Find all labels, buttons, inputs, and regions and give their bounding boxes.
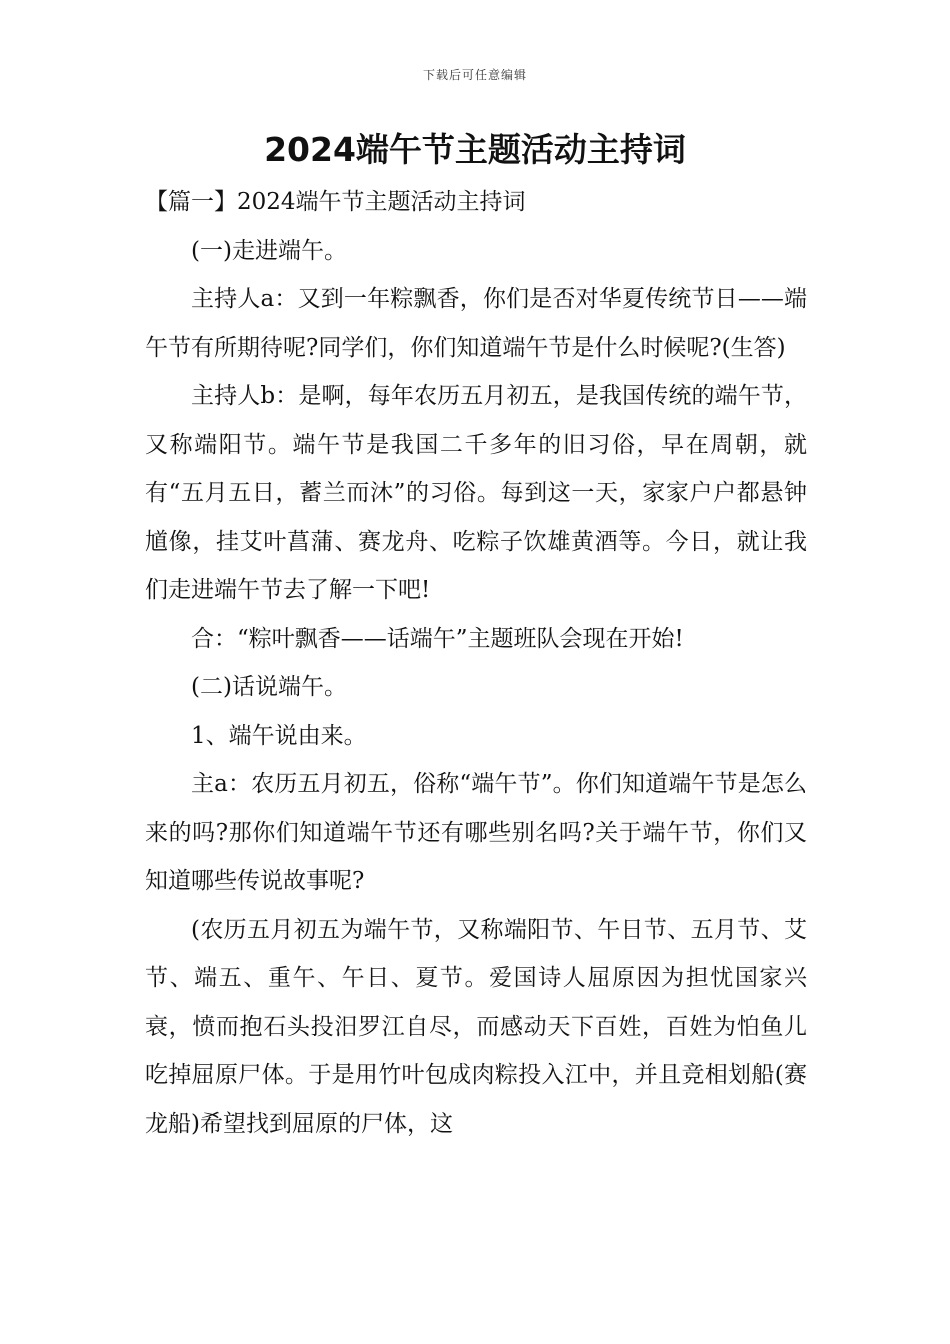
paragraph: 主a：农历五月初五，俗称“端午节”。你们知道端午节是怎么来的吗?那你们知道端午节还有哪些别名吗?关于端午节，你们又知道哪些传说故事呢? xyxy=(145,771,807,894)
paragraph: (二)话说端午。 xyxy=(191,674,347,700)
document-title: 2024端午节主题活动主持词 xyxy=(264,130,686,169)
paragraph: 合：“粽叶飘香——话端午”主题班队会现在开始! xyxy=(191,625,684,652)
document-body xyxy=(145,178,807,1148)
paragraph: (农历五月初五为端午节，又称端阳节、午日节、五月节、艾节、端五、重午、午日、夏节。爱国诗人屈原因为担忧国家兴衰，愤而抱石头投汨罗江自尽，而感动天下百姓，百姓为怕鱼儿吃掉屈原尸体。于是用竹叶包成肉粽投入江中，并且竞相划船(赛龙船)希望找到屈原的尸体，这 xyxy=(145,916,807,1137)
paragraph: 主持人b：是啊，每年农历五月初五，是我国传统的端午节，又称端阳节。端午节是我国二千多年的旧习俗，早在周朝，就有“五月五日，蓄兰而沐”的习俗。每到这一天，家家户户都悬钟馗像，挂艾叶菖蒲、赛龙舟、吃粽子饮雄黄酒等。今日，就让我们走进端午节去了解一下吧! xyxy=(145,383,807,603)
header-note: 下载后可任意编辑 xyxy=(422,68,527,82)
paragraph: 1、端午说由来。 xyxy=(191,722,367,749)
paragraph: (一)走进端午。 xyxy=(191,237,347,264)
paragraph: 主持人a：又到一年粽飘香，你们是否对华夏传统节日——端午节有所期待呢?同学们，你们知道端午节是什么时候呢?(生答) xyxy=(145,286,807,361)
section-heading: 【篇一】2024端午节主题活动主持词 xyxy=(145,189,526,215)
